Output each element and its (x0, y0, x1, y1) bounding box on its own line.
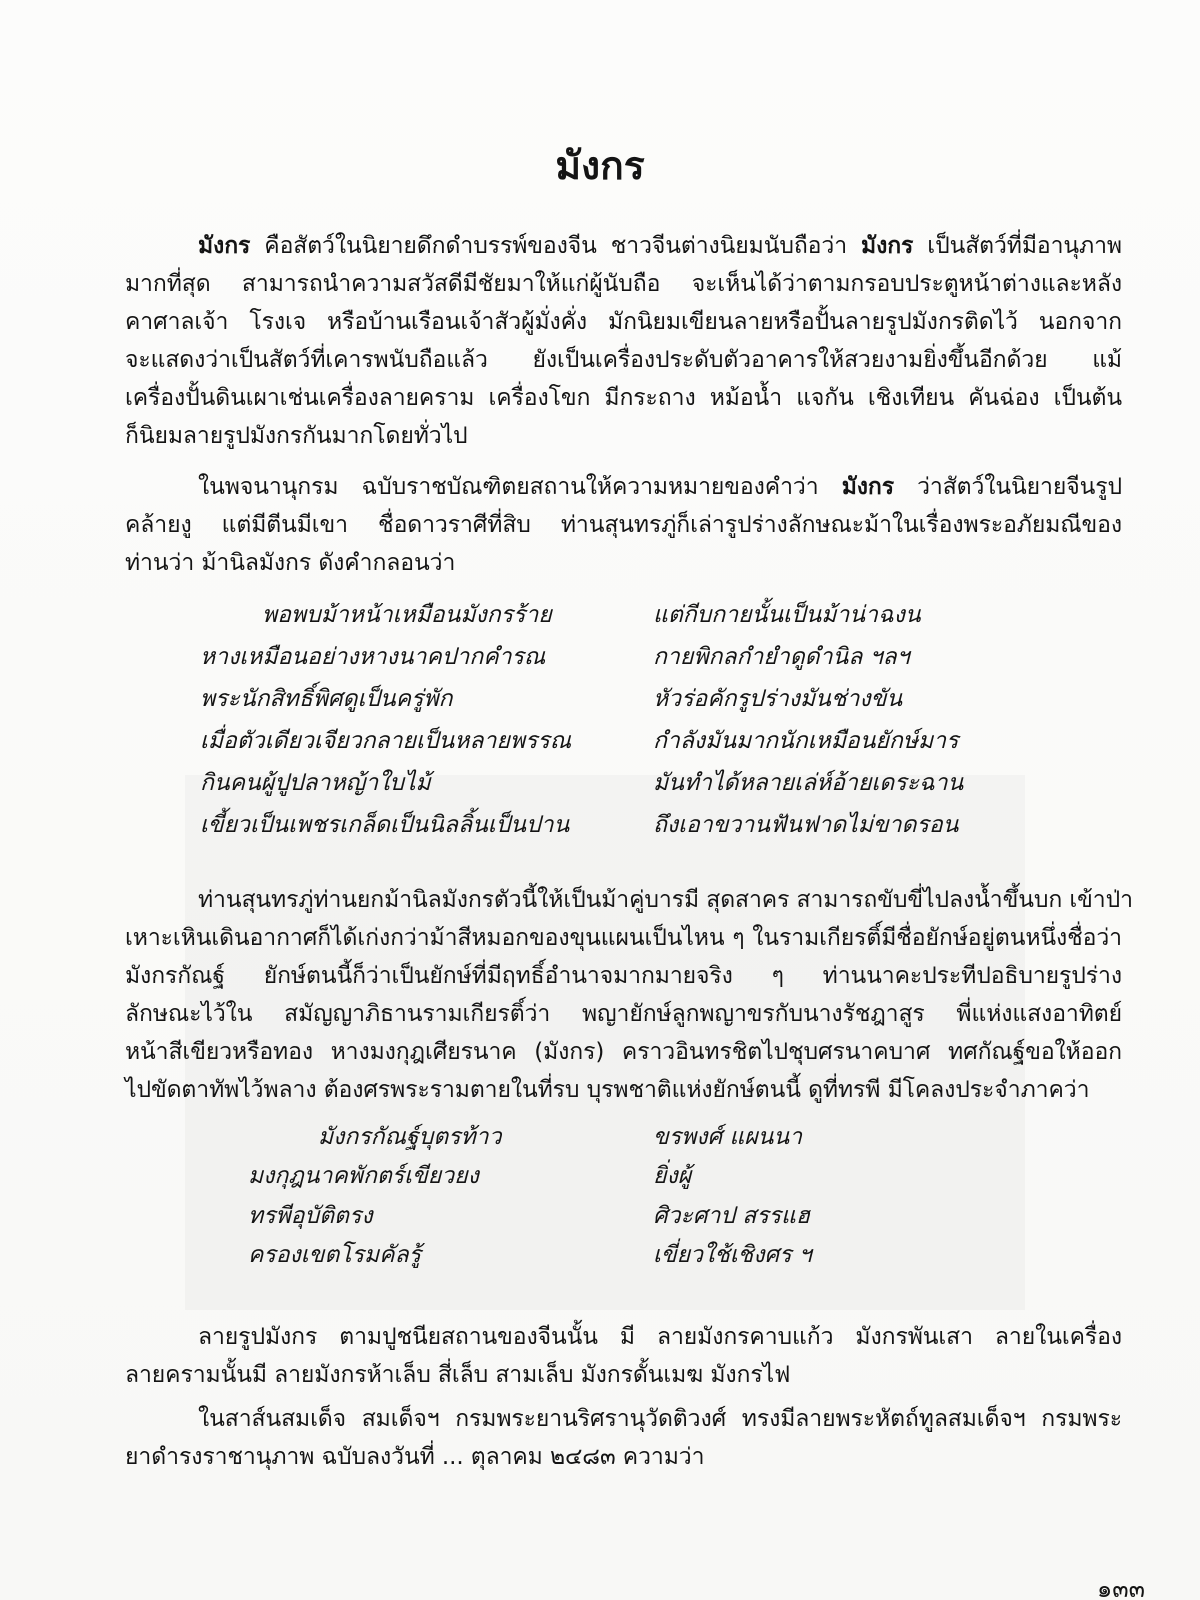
page-title: มังกร (555, 144, 645, 189)
verse2-left-3: ทรพีอุบัติตรง (248, 1203, 373, 1229)
p1-line-1 (198, 229, 1122, 263)
verse2-right-4: เขี่ยวใช้เชิงศร ฯ (653, 1242, 812, 1268)
verse1-left-3: พระนักสิทธิ์พิศดูเป็นครู่พัก (200, 686, 453, 712)
p3-line-3: มังกรกัณฐ์ ยักษ์ตนนี้ก็ว่าเป็นยักษ์ที่มีฤทธิ์อำนาจมากมายจริง ๆ ท่านนาคะประทีปอธิบายรูปร่าง (125, 963, 1122, 989)
page-number: ๑๓๓ (1096, 1575, 1145, 1600)
verse1-left-5: กินคนผู้ปูปลาหญ้าใบไม้ (200, 770, 431, 796)
verse2-right-1: ขรพงศ์ แผนนา (653, 1124, 803, 1150)
p2-line-1-text-a: ในพจนานุกรม ฉบับราชบัณฑิตยสถานให้ความหมายของคำว่า (198, 474, 842, 500)
verse1-right-2: กายพิกลกำยำดูดำนิล ฯลฯ (653, 644, 910, 670)
keyword-mangkon: มังกร (861, 233, 914, 259)
p3-line-4: ลักษณะไว้ใน สมัญญาภิธานรามเกียรติ์ว่า พญายักษ์ลูกพญาขรกับนางรัชฎาสูร พี่แห่งแสงอาทิตย์ (125, 1001, 1122, 1027)
p2-line-3: ท่านว่า ม้านิลมังกร ดังคำกลอนว่า (125, 550, 456, 576)
verse1-left-2: หางเหมือนอย่างหางนาคปากคำรณ (200, 644, 546, 670)
verse1-right-5: มันทำได้หลายเล่ห์อ้ายเดระฉาน (653, 770, 964, 796)
verse1-right-6: ถึงเอาขวานฟันฟาดไม่ขาดรอน (653, 812, 959, 838)
p1-line-6: ก็นิยมลายรูปมังกรกันมากโดยทั่วไป (125, 423, 468, 449)
verse1-left-4: เมื่อตัวเดียวเจียวกลายเป็นหลายพรรณ (200, 728, 572, 754)
verse2-left-1: มังกรกัณฐ์บุตรท้าว (318, 1124, 502, 1150)
verse1-right-4: กำลังมันมากนักเหมือนยักษ์มาร (653, 728, 959, 754)
p2-line-1 (198, 470, 1122, 504)
keyword-mangkon: มังกร (198, 233, 251, 259)
verse1-right-3: หัวร่อคักรูปร่างมันช่างขัน (653, 686, 903, 712)
verse1-left-1: พอพบม้าหน้าเหมือนมังกรร้าย (262, 602, 552, 628)
p3-line-1: ท่านสุนทรภู่ท่านยกม้านิลมังกรตัวนี้ให้เป็นม้าคู่บารมี สุดสาคร สามารถขับขี่ไปลงน้ำขึ้นบก เข้าป่า (198, 887, 1133, 913)
verse2-left-2: มงกุฎนาคพักตร์เขียวยง (248, 1163, 479, 1189)
keyword-mangkon: มังกร (841, 474, 894, 500)
p5-line-2: ยาดำรงราชานุภาพ ฉบับลงวันที่ ... ตุลาคม ๒๔๘๓ ความว่า (125, 1444, 705, 1470)
p1-line-4: จะแสดงว่าเป็นสัตว์ที่เคารพนับถือแล้ว ยังเป็นเครื่องประดับตัวอาคารให้สวยงามยิ่งขึ้นอีกด้วย แม้ (125, 347, 1122, 373)
verse2-left-4: ครองเขตโรมคัลรู้ (248, 1242, 422, 1268)
p1-line-3: คาศาลเจ้า โรงเจ หรือบ้านเรือนเจ้าสัวผู้มั่งคั่ง มักนิยมเขียนลายหรือปั้นลายรูปมังกรติดไว้ นอกจาก (125, 309, 1122, 335)
p3-line-2: เหาะเหินเดินอากาศก็ได้เก่งกว่าม้าสีหมอกของขุนแผนเป็นไหน ๆ ในรามเกียรติ์มีชื่อยักษ์อยู่ตนหนึ่งชื่อว่า (125, 925, 1122, 951)
p5-line-1: ในสาส์นสมเด็จ สมเด็จฯ กรมพระยานริศรานุวัดติวงศ์ ทรงมีลายพระหัตถ์ทูลสมเด็จฯ กรมพระ (198, 1406, 1122, 1432)
p1-line-5: เครื่องปั้นดินเผาเช่นเครื่องลายคราม เครื่องโขก มีกระถาง หม้อน้ำ แจกัน เชิงเทียน คันฉ่อง เป็นต้น (125, 385, 1122, 411)
verse1-right-1: แต่กีบกายนั้นเป็นม้าน่าฉงน (653, 602, 921, 628)
p3-line-5: หน้าสีเขียวหรือทอง หางมงกุฎเศียรนาค (มังกร) คราวอินทรชิตไปชุบศรนาคบาศ ทศกัณฐ์ขอให้ออก (125, 1039, 1122, 1065)
p2-line-2: คล้ายงู แต่มีตีนมีเขา ชื่อดาวราศีที่สิบ ท่านสุนทรภู่ก็เล่ารูปร่างลักษณะม้าในเรื่องพระอภัยมณีของ (125, 512, 1122, 538)
p1-line-1-text-b: เป็นสัตว์ที่มีอานุภาพ (913, 233, 1122, 259)
verse2-right-3: ศิวะศาป สรรแฮ (653, 1203, 810, 1229)
p1-line-1-text-a: คือสัตว์ในนิยายดึกดำบรรพ์ของจีน ชาวจีนต่างนิยมนับถือว่า (250, 233, 862, 259)
p2-line-1-text-b: ว่าสัตว์ในนิยายจีนรูป (893, 474, 1122, 500)
verse1-left-6: เขี้ยวเป็นเพชรเกล็ดเป็นนิลลิ้นเป็นปาน (200, 812, 570, 838)
p4-line-2: ลายครามนั้นมี ลายมังกรห้าเล็บ สี่เล็บ สามเล็บ มังกรดั้นเมฆ มังกรไฟ (125, 1362, 791, 1388)
p3-line-6: ไปขัดตาทัพไว้พลาง ต้องศรพระรามตายในที่รบ บุรพชาติแห่งยักษ์ตนนี้ ดูที่ทรพี มีโคลงประจำภาคว่า (125, 1077, 1090, 1103)
verse2-right-2: ยิ่งผู้ (653, 1163, 692, 1189)
p4-line-1: ลายรูปมังกร ตามปูชนียสถานของจีนนั้น มี ลายมังกรคาบแก้ว มังกรพันเสา ลายในเครื่อง (198, 1324, 1122, 1350)
p1-line-2: มากที่สุด สามารถนำความสวัสดีมีชัยมาให้แก่ผู้นับถือ จะเห็นได้ว่าตามกรอบประตูหน้าต่างและหลัง (125, 271, 1122, 297)
